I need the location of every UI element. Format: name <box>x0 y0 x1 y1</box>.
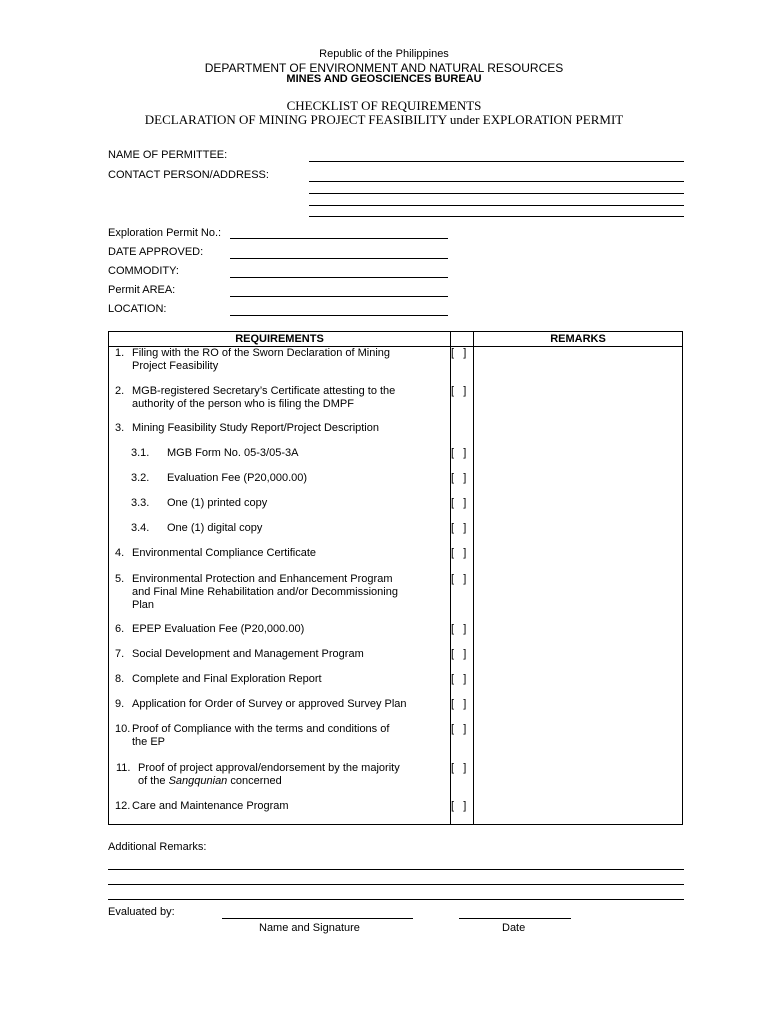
requirement-text <box>138 762 400 788</box>
requirement-number: 6. <box>115 623 125 635</box>
requirement-text <box>132 723 389 749</box>
requirement-checkbox[interactable]: [ ] <box>451 673 467 685</box>
header-republic: Republic of the Philippines <box>319 48 449 60</box>
commodity-label: COMMODITY: <box>108 265 179 277</box>
requirement-checkbox[interactable]: [ ] <box>451 385 467 397</box>
requirement-checkbox[interactable]: [ ] <box>451 347 467 359</box>
requirement-text <box>132 385 395 411</box>
requirement-number: 12. <box>115 800 131 812</box>
col-remarks-header: REMARKS <box>550 333 606 345</box>
requirement-text-line: Proof of project approval/endorsement by the majority <box>138 762 400 774</box>
date-line[interactable] <box>459 918 571 919</box>
requirement-text-emphasis: Sangqunian <box>168 775 228 787</box>
requirement-checkbox[interactable]: [ ] <box>451 698 467 710</box>
requirement-text-line: Environmental Compliance Certificate <box>132 547 317 559</box>
requirement-checkbox[interactable]: [ ] <box>451 623 467 635</box>
requirement-text-line: Environmental Protection and Enhancement Program <box>132 573 393 585</box>
permittee-field[interactable] <box>309 161 684 162</box>
permit-area-label: Permit AREA: <box>108 284 176 296</box>
requirement-text <box>167 447 298 460</box>
requirement-number: 8. <box>115 673 125 685</box>
requirement-checkbox[interactable]: [ ] <box>451 723 467 735</box>
requirement-checkbox[interactable]: [ ] <box>451 762 467 774</box>
requirement-text-line: Evaluation Fee (P20,000.00) <box>167 472 308 484</box>
date-approved-field[interactable] <box>230 258 448 259</box>
requirement-checkbox[interactable]: [ ] <box>451 573 467 585</box>
doc-title: CHECKLIST OF REQUIREMENTS <box>286 98 482 113</box>
requirement-text-line: and Final Mine Rehabilitation and/or Decommissioning <box>132 586 398 598</box>
requirement-text-line: Care and Maintenance Program <box>132 800 289 812</box>
requirement-number: 5. <box>115 573 125 585</box>
commodity-field[interactable] <box>230 277 448 278</box>
doc-subtitle: DECLARATION OF MINING PROJECT FEASIBILITY under EXPLORATION PERMIT <box>144 112 624 127</box>
requirement-text <box>132 422 379 435</box>
requirement-number: 11. <box>116 762 131 774</box>
requirement-number: 3.2. <box>131 472 150 484</box>
requirement-text-line: MGB Form No. 05-3/05-3A <box>167 447 299 459</box>
location-label: LOCATION: <box>108 303 167 315</box>
requirement-text-fragment: concerned <box>227 775 282 787</box>
requirement-checkbox[interactable]: [ ] <box>451 522 467 534</box>
requirement-text-line: Proof of Compliance with the terms and conditions of <box>132 723 390 735</box>
requirement-text <box>167 497 267 510</box>
evaluated-by-label: Evaluated by: <box>108 906 175 918</box>
requirements-table <box>108 331 683 825</box>
requirement-number: 10. <box>115 723 131 735</box>
requirement-text-line: Complete and Final Exploration Report <box>132 673 322 685</box>
additional-remarks-label: Additional Remarks: <box>108 841 207 853</box>
requirement-text <box>167 472 307 485</box>
requirement-checkbox[interactable]: [ ] <box>451 547 467 559</box>
header-bureau: MINES AND GEOSCIENCES BUREAU <box>286 73 482 85</box>
col-requirements-header: REQUIREMENTS <box>235 333 324 345</box>
requirement-text-line: One (1) digital copy <box>167 522 263 534</box>
date-caption: Date <box>502 922 526 934</box>
location-field[interactable] <box>230 315 448 316</box>
requirement-text <box>132 347 390 373</box>
requirement-text-line: the EP <box>132 736 166 748</box>
contact-field-line-2[interactable] <box>309 193 684 194</box>
requirement-text-line: One (1) printed copy <box>167 497 268 509</box>
ep-label: Exploration Permit No.: <box>108 227 222 239</box>
requirement-text-fragment: of the <box>138 775 169 787</box>
date-approved-label: DATE APPROVED: <box>108 246 204 258</box>
requirement-number: 9. <box>115 698 125 710</box>
requirement-text-line: Plan <box>132 599 155 611</box>
requirement-number: 3.3. <box>131 497 150 509</box>
requirement-number: 1. <box>115 347 125 359</box>
remarks-line-1[interactable] <box>108 869 684 870</box>
requirement-text <box>132 547 316 560</box>
requirement-checkbox[interactable]: [ ] <box>451 472 467 484</box>
remarks-line-3[interactable] <box>108 899 684 900</box>
requirement-number: 7. <box>115 648 125 660</box>
header-department: DEPARTMENT OF ENVIRONMENT AND NATURAL RESOURCES <box>204 61 564 75</box>
requirement-text <box>167 522 262 535</box>
requirement-text-line: Social Development and Management Program <box>132 648 364 660</box>
name-signature-caption: Name and Signature <box>259 922 360 934</box>
signature-line[interactable] <box>222 918 413 919</box>
requirement-text <box>132 698 407 711</box>
requirement-text-line: Project Feasibility <box>132 360 219 372</box>
table-divider <box>473 332 474 824</box>
requirement-number: 3.1. <box>131 447 150 459</box>
requirement-checkbox[interactable]: [ ] <box>451 648 467 660</box>
permittee-label: NAME OF PERMITTEE: <box>108 149 228 161</box>
remarks-line-2[interactable] <box>108 884 684 885</box>
requirement-text <box>132 648 364 661</box>
requirement-text <box>132 573 398 612</box>
requirement-text-line: MGB-registered Secretary’s Certificate attesting to the <box>132 385 396 397</box>
requirement-checkbox[interactable]: [ ] <box>451 497 467 509</box>
requirement-number: 3. <box>115 422 125 434</box>
contact-field-line-1[interactable] <box>309 181 684 182</box>
contact-label: CONTACT PERSON/ADDRESS: <box>108 169 269 181</box>
requirement-text-line: authority of the person who is filing the DMPF <box>132 398 354 410</box>
requirement-number: 4. <box>115 547 125 559</box>
contact-field-line-3[interactable] <box>309 205 684 206</box>
requirement-text-line: Application for Order of Survey or approved Survey Plan <box>132 698 407 710</box>
requirement-text <box>132 673 322 686</box>
requirement-text-line <box>138 775 400 788</box>
requirement-text-line: Filing with the RO of the Sworn Declaration of Mining <box>132 347 391 359</box>
requirement-checkbox[interactable]: [ ] <box>451 447 467 459</box>
requirement-checkbox[interactable]: [ ] <box>451 800 467 812</box>
contact-field-line-4[interactable] <box>309 216 684 217</box>
requirement-text-line: Mining Feasibility Study Report/Project Description <box>132 422 379 434</box>
requirement-number: 3.4. <box>131 522 150 534</box>
ep-field[interactable] <box>230 238 448 239</box>
requirement-text <box>132 623 304 636</box>
requirement-text-line: EPEP Evaluation Fee (P20,000.00) <box>132 623 305 635</box>
requirement-text <box>132 800 289 813</box>
requirement-number: 2. <box>115 385 125 397</box>
permit-area-field[interactable] <box>230 296 448 297</box>
